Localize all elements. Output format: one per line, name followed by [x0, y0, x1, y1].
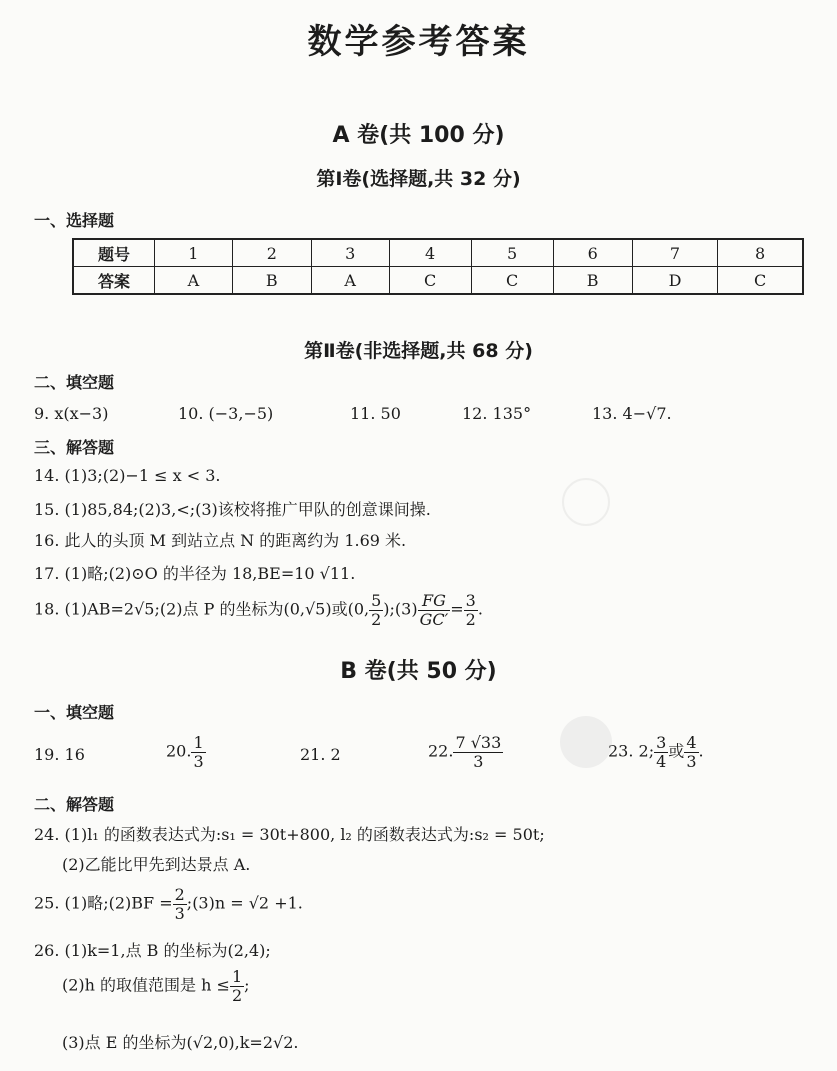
table-row [73, 239, 803, 267]
q18-text-c: = [450, 599, 464, 619]
watermark-icon [562, 478, 610, 526]
question-number-cell: 8 [718, 239, 803, 267]
fraction [369, 592, 383, 628]
part2-title: 第Ⅱ卷(非选择题,共 68 分) [304, 340, 533, 362]
fraction [173, 886, 187, 922]
answer-cell: A [155, 267, 233, 295]
answer-q26-part2 [62, 968, 250, 1004]
answer-cell: B [553, 267, 632, 295]
solve-section-heading: 三、解答题 [34, 438, 115, 457]
answer-q26-part3: (3)点 E 的坐标为(√2,0),k=2√2. [62, 1033, 299, 1052]
answer-q24-part2: (2)乙能比甲先到达景点 A. [62, 855, 251, 874]
question-number-cell: 1 [155, 239, 233, 267]
table-header-cell: 题号 [73, 239, 155, 267]
answer-q12: 12. 135° [462, 404, 532, 423]
answer-q13: 13. 4−√7. [592, 404, 672, 423]
fraction [654, 734, 668, 770]
question-number-cell: 2 [232, 239, 311, 267]
answer-cell: C [718, 267, 803, 295]
q20-label: 20. [166, 741, 192, 761]
fraction [464, 592, 478, 628]
answer-q15: 15. (1)85,84;(2)3,<;(3)该校将推广甲队的创意课间操. [34, 500, 431, 519]
page-title: 数学参考答案 [307, 22, 530, 62]
table-row [73, 267, 803, 295]
answer-q16: 16. 此人的头顶 M 到站立点 N 的距离约为 1.69 米. [34, 531, 407, 550]
fraction-numerator: 7 √33 [455, 733, 502, 752]
fraction-numerator: 3 [465, 591, 476, 610]
answer-q26-part1: 26. (1)k=1,点 B 的坐标为(2,4); [34, 941, 271, 960]
b-solve-section-heading: 二、解答题 [34, 795, 115, 814]
q18-end: . [477, 599, 483, 619]
answer-cell: D [632, 267, 718, 295]
q18-text-b: );(3) [383, 599, 418, 619]
q25-text-b: ;(3)n = √2 +1. [186, 893, 303, 913]
answer-q9: 9. x(x−3) [34, 404, 109, 423]
q25-text-a: 25. (1)略;(2)BF = [34, 893, 173, 913]
table-header-cell: 答案 [73, 267, 155, 295]
q23-mid: 或 [668, 741, 685, 761]
fraction [453, 734, 503, 770]
fraction-numerator: 5 [371, 591, 382, 610]
fraction [684, 734, 698, 770]
answer-q17: 17. (1)略;(2)⊙O 的半径为 18,BE=10 √11. [34, 564, 356, 583]
fraction-denominator: 4 [656, 751, 667, 771]
answer-q24-part1: 24. (1)l₁ 的函数表达式为:s₁ = 30t+800, l₂ 的函数表达式为:s₂ = 50t; [34, 825, 545, 844]
answer-q14: 14. (1)3;(2)−1 ≤ x < 3. [34, 466, 221, 485]
section-b-title: B 卷(共 50 分) [340, 659, 497, 684]
q23-end: . [698, 741, 704, 761]
fraction [418, 592, 451, 628]
q22-label: 22. [428, 741, 454, 761]
fraction-denominator: 3 [193, 751, 204, 771]
fraction-denominator: 2 [231, 985, 243, 1005]
answer-q21: 21. 2 [300, 745, 341, 764]
watermark-icon [560, 716, 612, 768]
answer-cell: A [311, 267, 389, 295]
b-fill-section-heading: 一、填空题 [34, 703, 115, 722]
answer-cell: B [232, 267, 311, 295]
question-number-cell: 6 [553, 239, 632, 267]
fraction-numerator: 3 [656, 733, 667, 752]
q26-text-a: (2)h 的取值范围是 h ≤ [62, 975, 230, 995]
fraction [230, 968, 244, 1004]
fraction-denominator: 2 [371, 609, 382, 629]
answer-q25 [34, 886, 303, 922]
answer-cell: C [471, 267, 553, 295]
fraction-numerator: 2 [174, 885, 185, 904]
question-number-cell: 3 [311, 239, 389, 267]
fraction-denominator: 2 [465, 609, 476, 629]
fraction-numerator: 4 [686, 733, 697, 752]
fraction-denominator: 3 [686, 751, 697, 771]
q26-text-b: ; [244, 975, 250, 995]
choice-section-heading: 一、选择题 [34, 211, 115, 230]
question-number-cell: 4 [389, 239, 471, 267]
fill-section-heading: 二、填空题 [34, 373, 115, 392]
fraction-numerator: 1 [231, 967, 243, 986]
answer-q10: 10. (−3,−5) [178, 404, 274, 423]
fraction-numerator: 1 [193, 733, 204, 752]
question-number-cell: 7 [632, 239, 718, 267]
answer-q20 [166, 734, 206, 770]
answer-q22 [428, 734, 503, 770]
fraction-denominator: 3 [174, 903, 185, 923]
choice-answer-table [72, 238, 804, 295]
answer-q11: 11. 50 [350, 404, 401, 423]
fraction-denominator: GC′ [419, 609, 449, 629]
answer-q18 [34, 592, 483, 628]
answer-q23 [608, 734, 704, 770]
section-a-title: A 卷(共 100 分) [332, 123, 505, 148]
question-number-cell: 5 [471, 239, 553, 267]
answer-q19: 19. 16 [34, 745, 85, 764]
fraction [191, 734, 205, 770]
answer-cell: C [389, 267, 471, 295]
part1-title: 第Ⅰ卷(选择题,共 32 分) [316, 168, 521, 190]
q18-text-a: 18. (1)AB=2√5;(2)点 P 的坐标为(0,√5)或(0, [34, 599, 370, 619]
q23-label: 23. 2; [608, 741, 655, 761]
fraction-denominator: 3 [473, 751, 484, 771]
fraction-numerator: FG [418, 592, 451, 611]
